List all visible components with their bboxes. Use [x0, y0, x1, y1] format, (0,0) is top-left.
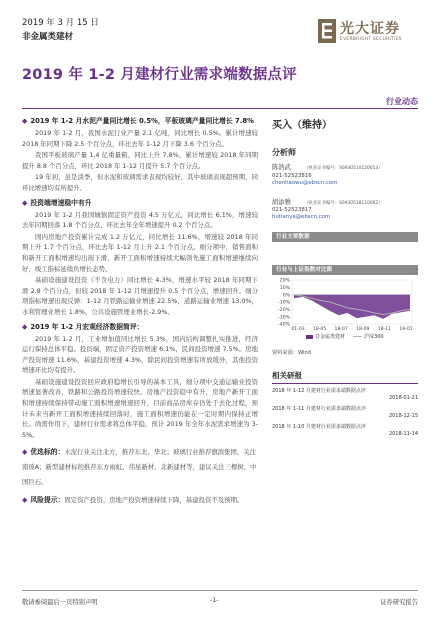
related-report-title[interactable]: 2018 年 1-10 月建材行业需求端数据点评: [272, 424, 366, 430]
chart-panel: [272, 232, 418, 347]
footer-report-type: 证券研究报告: [380, 599, 418, 606]
summary-heading: [22, 197, 258, 209]
report-date: 2019 年 3 月 15 日: [22, 18, 99, 28]
x-tick-label: 19-01: [399, 327, 413, 332]
summary-heading: [22, 115, 258, 127]
bullet-diamond-icon: ◆: [22, 198, 28, 207]
y-tick-label: -40%: [278, 322, 290, 328]
summary-heading-text: 2019 年 1-2 月水泥产量同比增长 0.5%，平板玻璃产量同比增长 7.8%: [30, 117, 254, 125]
summary-heading: [22, 321, 258, 333]
title-divider: [22, 108, 418, 109]
related-report-title[interactable]: 2018 年 1-12 月建材行业需求端数据点评: [272, 388, 366, 394]
analyst-phone: 021-52523816: [272, 172, 312, 179]
summary-paragraph: 2019 年 1-2 月，我国水泥行业产量 2.1 亿吨，同比增长 0.5%。累计增速较 2018 年同期下降 2.5 个百分点，环比去年 1-12 月下降 3.6 个百分点。: [22, 129, 258, 148]
chart-legend: [306, 333, 384, 340]
related-reports-heading: 相关研报: [272, 370, 418, 384]
page-number: -1-: [210, 597, 219, 604]
related-report-item[interactable]: [272, 424, 418, 438]
summary-paragraph: 国内房地产投资累计完成 1.2 万亿元，同比增长 11.6%，增速较 2018 年同期上升 1.7 个百分点，环比去年 1-12 月上升 2.1 个百分点。细分项中，销售面积和新开工面积增速均出现下滑，新开工面积增速持续大幅领先施工面积增速继续向好，竣工指标延续负增长态势。: [22, 232, 258, 273]
summary-paragraph: 基础设施建设投资回应政府稳增长引导的基本工具，细分项中交通运输业投资增速显著改善，铁路和公路投资增速较快。房地产投资稳中有升，房地产新开工面积增速持续保持带动施工面积增速增速回升，目前商品房库存仍处于去化过程，预计未来当新开工面积增速持续回落时，施工面积增速仍能在一定时期内保持正增长。尚需作用下，建材行业需求将总体平稳，预计 2019 年全年水泥需求增速为 3-5%。: [22, 377, 258, 439]
analyst-name: 胡添雅: [272, 198, 291, 206]
summary-lead-text: 固定资产投资、房地产投资增速持续下降，基建投资不及预期。: [64, 495, 244, 504]
related-report-item[interactable]: [272, 406, 418, 420]
related-report-date: 2018-11-14: [388, 431, 418, 437]
rating-label: 买入（维持）: [272, 120, 332, 131]
logo-text-en: EVERBRIGHT SECURITIES: [340, 37, 402, 42]
footer-disclaimer: 敬请参阅最后一页特别声明: [22, 599, 98, 606]
related-report-item[interactable]: [272, 388, 418, 402]
logo-text-cn: 光大证券: [340, 21, 400, 37]
company-logo: [318, 18, 418, 46]
y-tick-label: 0%: [282, 293, 290, 299]
summary-heading: [22, 491, 258, 506]
report-type-label: 行业动态: [386, 97, 418, 106]
bullet-diamond-icon: ◆: [22, 322, 28, 331]
chart-title-industry-data: 行业主要数据: [272, 232, 418, 242]
y-tick-label: -10%: [278, 300, 290, 306]
analyst-heading: 分析师: [272, 148, 296, 157]
summary-paragraph: 19 年初，虽是淡季，但水泥和玻璃需求表现均较好，其中玻璃表现超预期，同环比增速均有所提升。: [22, 173, 258, 192]
report-title: 2019 年 1-2 月建材行业需求端数据点评: [22, 67, 297, 83]
summary-paragraph: 基础设施建设投资（不含电力）同比增长 4.3%，增速水平较 2018 年同期下滑 2.8 个百分点，但较 2018 年 1-12 月增速提升 0.5 个百分点，增速回升。细分项指标增速出现反弹：1-12 月铁路运输业增速 22.5%，道路运输业增速 13.0%，水利管理业增长 1.8%，公共设施管理业增长-2.9%。: [22, 276, 258, 316]
analyst-block: [272, 197, 418, 221]
x-tick-label: 18-07: [334, 327, 348, 332]
summary-paragraph: 我国平板玻璃产量 1.4 亿重量箱，同比上升 7.8%，累计增速较 2018 年同期提升 8.8 个百分点，环比 2018 年 1-12 月提升 5.7 个百分点。: [22, 151, 258, 170]
summary-heading-text: 风险提示：: [30, 495, 65, 504]
related-reports-list: [272, 388, 418, 438]
analyst-block: [272, 162, 418, 186]
x-tick-label: 18-09: [356, 327, 370, 332]
summary-lead-text: 水泥行业关注北方，推荐东北、华北；玻璃行业推荐旗滨集团，关注南玻A；新型建材标的推荐东方雨虹、伟星新材、北新建材等，建议关注三棵树、中国巨石。: [22, 448, 257, 487]
summary-paragraph: 2019 年 1-2 月，工业增加值同比增长 5.3%，国内结构调整扎实推进，经济运行保持总体平稳。投资端，固定资产投资增速 6.1%，民间投资增速 7.5%。房地产投资增速 11.6%，基建投资增速 4.3%，除民间投资增速有所放缓外，其他投资增速环比均有提升。: [22, 334, 258, 375]
related-report-title[interactable]: 2018 年 1-11 月建材行业需求端数据点评: [272, 406, 366, 412]
analyst-license: （执业证书编号：S0930510120013）: [304, 166, 383, 171]
y-tick-label: -30%: [278, 315, 290, 321]
analyst-email-link[interactable]: hutianya@ebscn.com: [272, 214, 331, 220]
related-report-date: 2018-01-21: [388, 395, 418, 401]
legend-label-a: 非金属类建材: [315, 334, 346, 340]
analyst-license: （执业证书编号：S0930518110002）: [304, 200, 383, 206]
analyst-phone: 021-52523817: [272, 207, 312, 213]
chart-title-comparison: 行业与上证指数对比图: [272, 265, 418, 275]
summary-column: [22, 112, 258, 506]
summary-heading-text: 2019 年 1-2 月宏观经济数据简评：: [30, 322, 144, 331]
bullet-diamond-icon: ◆: [22, 117, 28, 125]
legend-swatch-a: [306, 335, 313, 339]
comparison-chart: [272, 232, 418, 347]
summary-paragraph: 2019 年 1-2 月我国城镇固定资产投资 4.5 万亿元，同比增长 6.1%，增速较去年同期回落 1.8 个百分点，环比去年全年增速提升 0.2 个百分点。: [22, 210, 258, 230]
x-tick-label: 18-11: [377, 327, 392, 332]
analyst-email-link[interactable]: chenhaowu@ebscn.com: [272, 179, 338, 186]
legend-swatch-b: [353, 336, 362, 338]
summary-heading: [22, 443, 258, 487]
analyst-name: 陈浩武: [272, 164, 291, 171]
y-tick-label: -20%: [278, 307, 290, 313]
bullet-diamond-icon: ◆: [22, 495, 28, 504]
summary-heading-text: 投资端增速稳中有升: [30, 198, 92, 207]
chart-source: 资料来源：Wind: [272, 350, 311, 356]
bullet-diamond-icon: ◆: [22, 448, 28, 457]
y-tick-label: 20%: [279, 278, 290, 284]
x-tick-label: 01-03: [291, 327, 305, 332]
sidebar-column: [272, 112, 418, 438]
x-tick-label: 18-05: [312, 327, 327, 332]
logo-mark-icon: [318, 19, 336, 43]
sector-name: 非金属类建材: [22, 32, 74, 42]
y-tick-label: 10%: [279, 285, 290, 291]
summary-heading-text: 优选标的：: [30, 448, 65, 457]
footer-divider: [22, 590, 418, 591]
legend-label-b: 沪深300: [364, 334, 384, 340]
related-report-date: 2018-12-15: [388, 413, 418, 419]
